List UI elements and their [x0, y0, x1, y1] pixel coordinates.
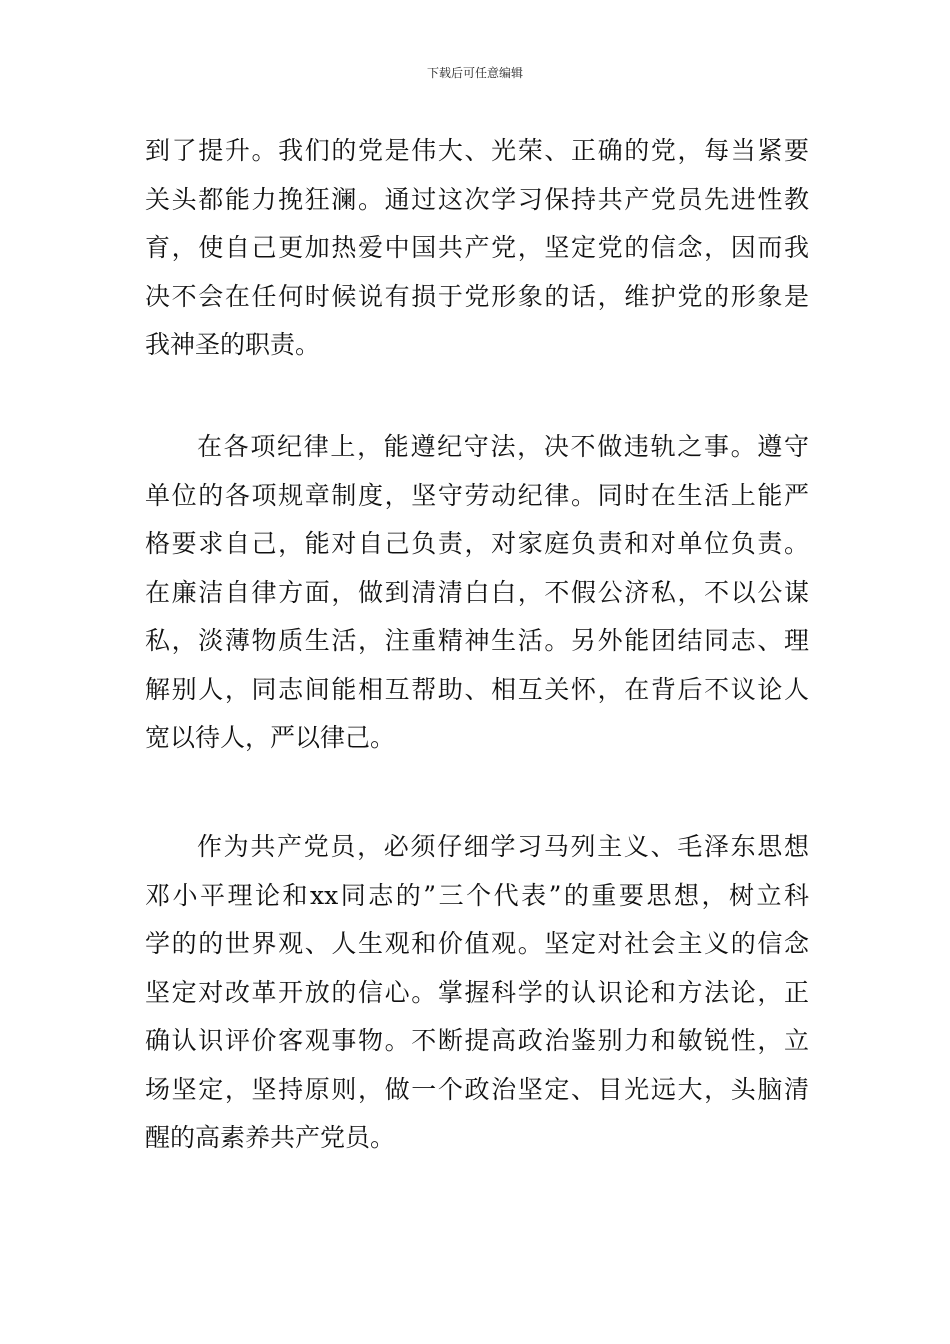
text-line: 在廉洁自律方面，做到清清白白，不假公济私，不以公谋: [145, 577, 809, 607]
text-line: 场坚定，坚持原则，做一个政治坚定、目光远大，头脑清: [145, 1074, 809, 1104]
paragraph-1: [145, 127, 809, 370]
paragraph-3: [145, 823, 809, 1163]
text-line: 解别人，同志间能相互帮助、相互关怀，在背后不议论人: [145, 674, 809, 704]
text-line: 格要求自己，能对自己负责，对家庭负责和对单位负责。: [145, 529, 809, 558]
text-line: 宽以待人，严以律己。: [145, 723, 396, 752]
text-line: 作为共产党员，必须仔细学习马列主义、毛泽东思想: [197, 832, 809, 861]
text-line: 邓小平理论和xx同志的”三个代表”的重要思想，树立科: [145, 880, 809, 910]
text-line: 坚定对改革开放的信心。掌握科学的认识论和方法论，正: [145, 977, 809, 1007]
text-line: 私，淡薄物质生活，注重精神生活。另外能团结同志、理: [145, 626, 809, 655]
text-line: 关头都能力挽狂澜。通过这次学习保持共产党员先进性教: [145, 184, 809, 214]
page-header: 下载后可任意编辑: [426, 66, 523, 80]
text-line: 到了提升。我们的党是伟大、光荣、正确的党，每当紧要: [145, 136, 809, 165]
text-line: 育，使自己更加热爱中国共产党，坚定党的信念，因而我: [145, 233, 809, 262]
text-line: 在各项纪律上，能遵纪守法，决不做违轨之事。遵守: [197, 432, 809, 461]
text-line: 醒的高素养共产党员。: [145, 1123, 396, 1152]
text-line: 单位的各项规章制度，坚守劳动纪律。同时在生活上能严: [145, 480, 809, 510]
paragraph-2: [145, 423, 809, 763]
text-line: 确认识评价客观事物。不断提高政治鉴别力和敏锐性，立: [145, 1026, 809, 1055]
text-line: 我神圣的职责。: [145, 330, 321, 359]
text-line: 决不会在任何时候说有损于党形象的话，维护党的形象是: [145, 281, 809, 311]
text-line: 学的的世界观、人生观和价值观。坚定对社会主义的信念: [145, 929, 809, 958]
